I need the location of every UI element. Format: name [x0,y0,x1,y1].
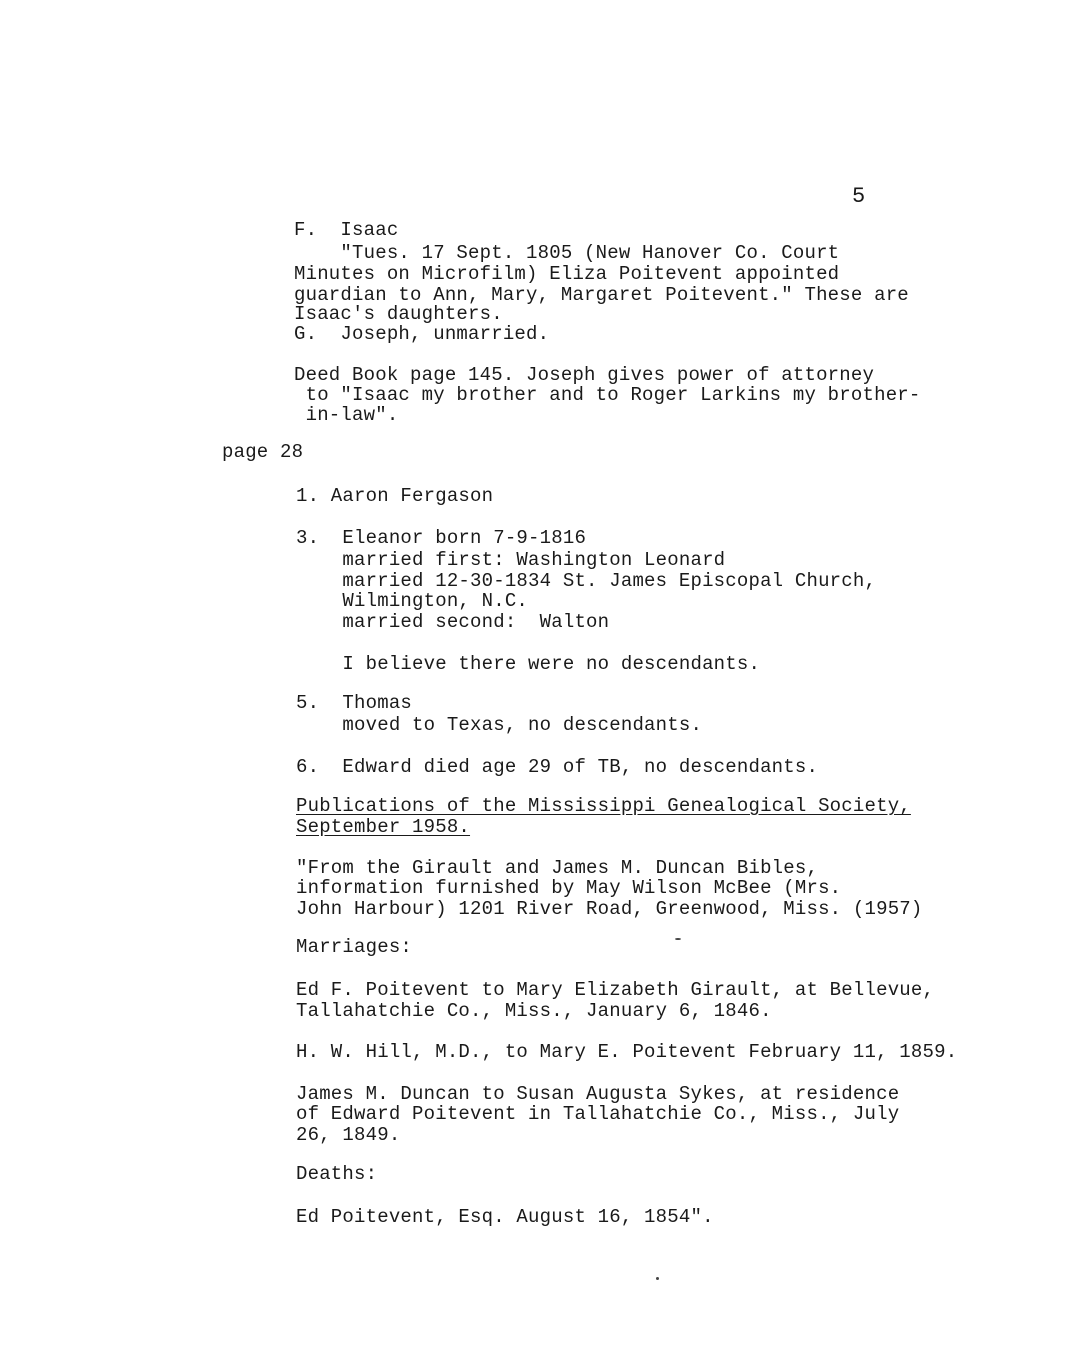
quote-line: information furnished by May Wilson McBee (Mrs. [296,877,842,899]
scan-speck [656,1277,659,1280]
marriage-line: of Edward Poitevent in Tallahatchie Co., Miss., July [296,1103,900,1125]
marriage-line: 26, 1849. [296,1124,401,1146]
deed-book-line: Deed Book page 145. Joseph gives power of attorney [294,364,875,386]
section-f-line: "Tues. 17 Sept. 1805 (New Hanover Co. Court [294,242,840,264]
section-g-line: G. Joseph, unmarried. [294,323,550,345]
entry-3-line: married first: Washington Leonard [296,549,726,571]
section-f-line: guardian to Ann, Mary, Margaret Poitevent." These are [294,284,909,306]
deed-book-line: to "Isaac my brother and to Roger Larkins my brother- [294,384,921,406]
scan-speck [675,938,681,940]
quote-line: John Harbour) 1201 River Road, Greenwood, Miss. (1957) [296,898,923,920]
entry-3-line: Wilmington, N.C. [296,590,529,612]
marriage-line: Ed F. Poitevent to Mary Elizabeth Girault, at Bellevue, [296,979,935,1001]
marriage-line: Tallahatchie Co., Miss., January 6, 1846. [296,1000,772,1022]
publication-date: September 1958. [296,816,471,838]
marriages-heading: Marriages: [296,936,413,958]
deaths-entry: Ed Poitevent, Esq. August 16, 1854". [296,1206,714,1228]
section-f-heading: F. Isaac [294,219,399,241]
page-number: 5 [852,184,866,209]
page-reference: page 28 [222,441,304,463]
entry-3-line: married second: Walton [296,611,610,633]
publication-title: Publications of the Mississippi Genealogical Society, [296,795,911,817]
entry-3-line: 3. Eleanor born 7-9-1816 [296,527,587,549]
entry-3-note: I believe there were no descendants. [296,653,761,675]
entry-3-line: married 12-30-1834 St. James Episcopal Church, [296,570,877,592]
entry-5-line: moved to Texas, no descendants. [296,714,703,736]
deed-book-line: in-law". [294,404,399,426]
marriage-line: H. W. Hill, M.D., to Mary E. Poitevent February 11, 1859. [296,1041,958,1063]
entry-1: 1. Aaron Fergason [296,485,494,507]
entry-5-line: 5. Thomas [296,692,413,714]
marriage-line: James M. Duncan to Susan Augusta Sykes, at residence [296,1083,900,1105]
deaths-heading: Deaths: [296,1163,378,1185]
entry-6: 6. Edward died age 29 of TB, no descendants. [296,756,819,778]
quote-line: "From the Girault and James M. Duncan Bibles, [296,857,819,879]
section-f-line: Minutes on Microfilm) Eliza Poitevent appointed [294,263,840,285]
section-f-line: Isaac's daughters. [294,303,503,325]
